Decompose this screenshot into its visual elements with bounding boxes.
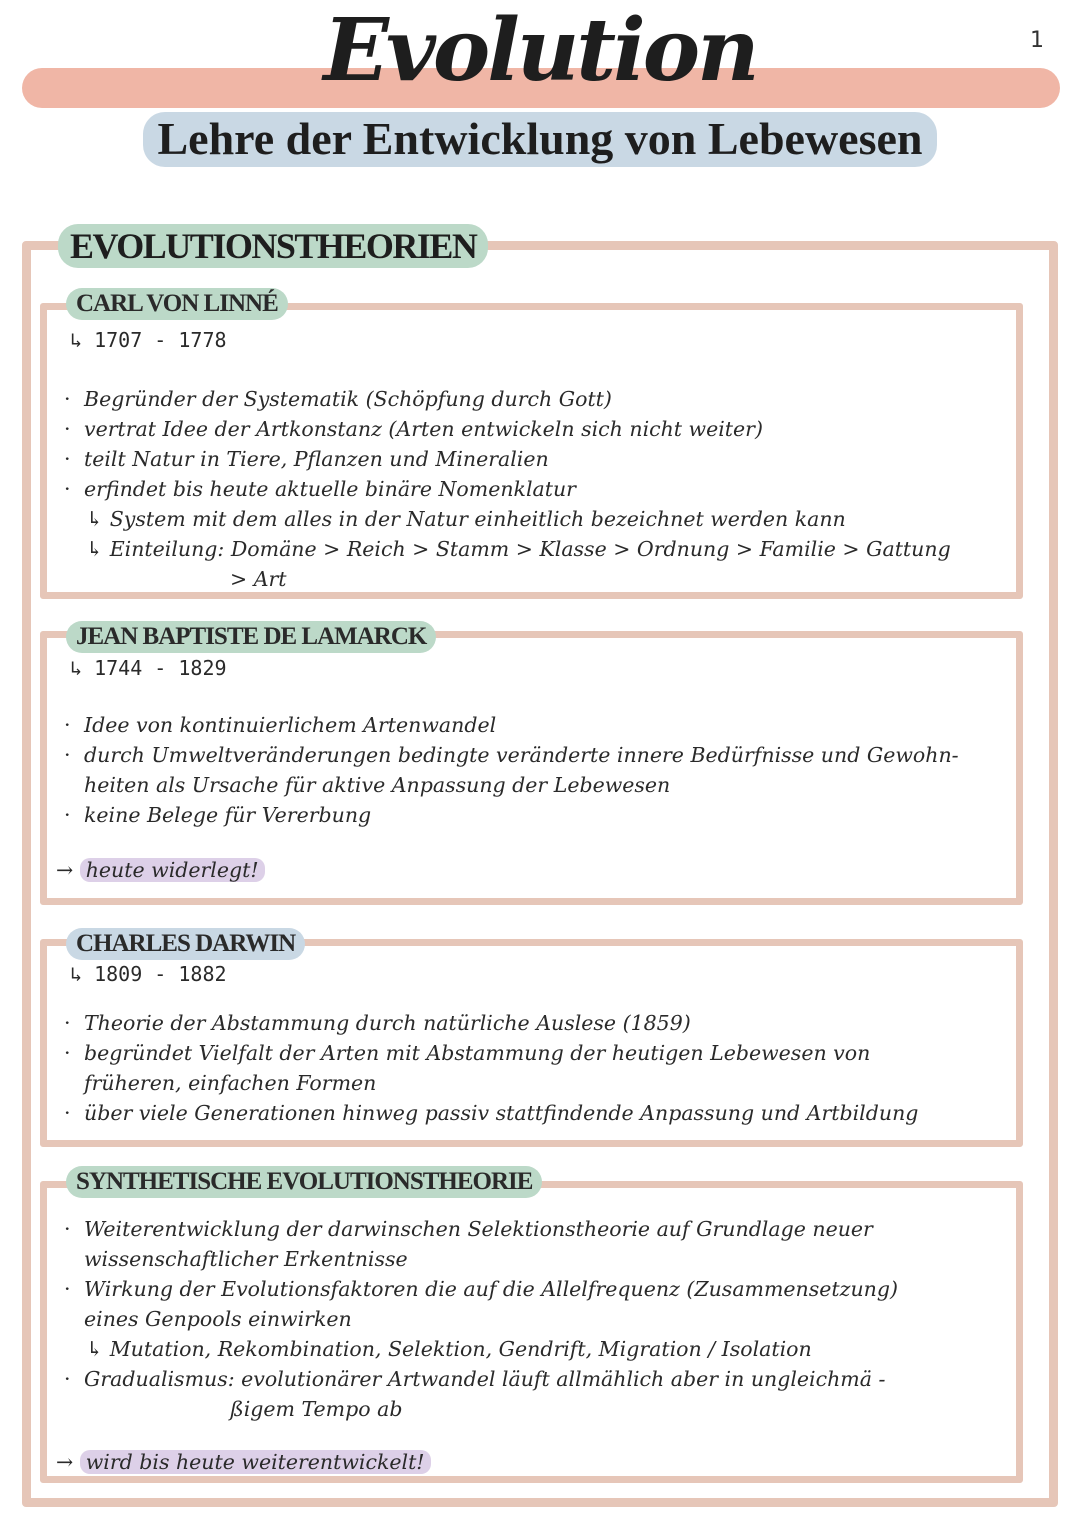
list-item: · Theorie der Abstammung durch natürliche Auslese (1859)	[78, 1008, 1008, 1038]
list-item-continued: heiten als Ursache für aktive Anpassung der Lebewesen	[84, 773, 671, 797]
sub-item: ↳ Mutation, Rekombination, Selektion, Gendrift, Migration / Isolation	[86, 1337, 812, 1361]
page-title: Evolution	[323, 0, 757, 101]
page-number: 1	[1030, 28, 1044, 53]
lamarck-name: JEAN BAPTISTE DE LAMARCK	[66, 621, 436, 653]
section-heading: EVOLUTIONSTHEORIEN	[58, 224, 488, 268]
darwin-name: CHARLES DARWIN	[66, 928, 305, 960]
page-subtitle: Lehre der Entwicklung von Lebewesen	[143, 112, 936, 167]
list-item-continued: früheren, einfachen Formen	[84, 1071, 377, 1095]
lamarck-dates: ↳ 1744 - 1829	[70, 656, 227, 680]
list-item-continued: ßigem Tempo ab	[230, 1397, 403, 1421]
list-item: · Weiterentwicklung der darwinschen Selektionstheorie auf Grundlage neuer	[78, 1214, 1008, 1244]
list-item-continued: eines Genpools einwirken	[84, 1307, 352, 1331]
list-item: · erfindet bis heute aktuelle binäre Nomenklatur	[78, 474, 1008, 504]
linne-name: CARL VON LINNÉ	[66, 288, 288, 320]
list-item: · vertrat Idee der Artkonstanz (Arten entwickeln sich nicht weiter)	[78, 414, 1008, 444]
linne-dates: ↳ 1707 - 1778	[70, 328, 227, 352]
list-item: · begründet Vielfalt der Arten mit Abstammung der heutigen Lebewesen von	[78, 1038, 1008, 1068]
list-item: · teilt Natur in Tiere, Pflanzen und Mineralien	[78, 444, 1008, 474]
note-text: wird bis heute weiterentwickelt!	[80, 1450, 431, 1474]
lamarck-note	[56, 858, 265, 882]
darwin-bullets	[78, 1008, 1008, 1128]
sub-item: ↳ System mit dem alles in der Natur einheitlich bezeichnet werden kann	[86, 507, 846, 531]
synthetic-bullets	[78, 1214, 1008, 1424]
arrow-icon: →	[56, 1450, 74, 1474]
list-item: · keine Belege für Vererbung	[78, 800, 1008, 830]
note-text: heute widerlegt!	[80, 858, 265, 882]
subtitle-wrapper	[0, 112, 1080, 167]
list-item: · Idee von kontinuierlichem Artenwandel	[78, 710, 1008, 740]
list-item: · durch Umweltveränderungen bedingte veränderte innere Bedürfnisse und Gewohn-	[78, 740, 1008, 770]
linne-bullets	[78, 384, 1008, 594]
synthetic-name: SYNTHETISCHE EVOLUTIONSTHEORIE	[66, 1166, 542, 1198]
darwin-dates: ↳ 1809 - 1882	[70, 962, 227, 986]
list-item-continued: wissenschaftlicher Erkentnisse	[84, 1247, 408, 1271]
list-item: · Gradualismus: evolutionärer Artwandel läuft allmählich aber in ungleichmä -	[78, 1364, 1008, 1394]
sub-item: ↳ Einteilung: Domäne > Reich > Stamm > Klasse > Ordnung > Familie > Gattung	[86, 537, 951, 561]
list-item: · Wirkung der Evolutionsfaktoren die auf die Allelfrequenz (Zusammensetzung)	[78, 1274, 1008, 1304]
list-item: · Begründer der Systematik (Schöpfung durch Gott)	[78, 384, 1008, 414]
lamarck-bullets	[78, 710, 1008, 830]
arrow-icon: →	[56, 858, 74, 882]
synthetic-note	[56, 1450, 431, 1474]
list-item: · über viele Generationen hinweg passiv stattfindende Anpassung und Artbildung	[78, 1098, 1008, 1128]
sub-item: > Art	[230, 567, 287, 591]
